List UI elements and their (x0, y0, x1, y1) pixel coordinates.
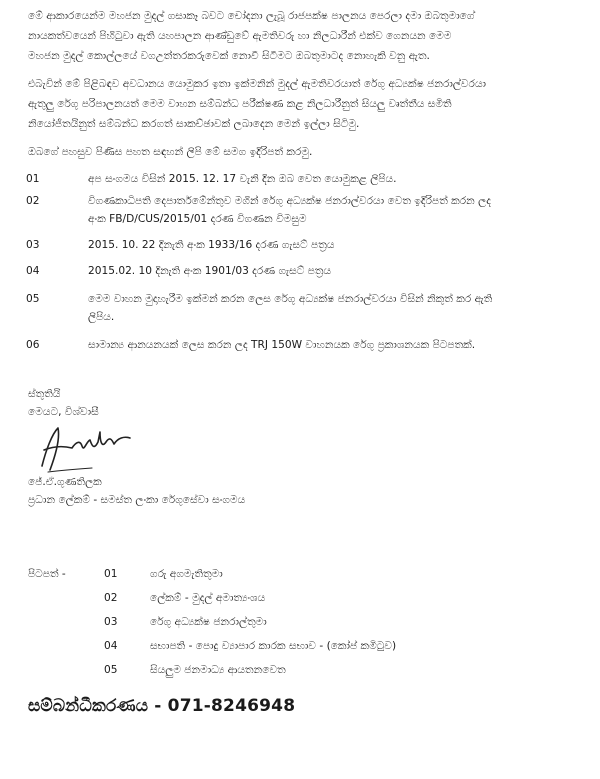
closing-yours: මෙයට, විශ්වාසී (28, 406, 99, 418)
paragraph-line: ඇතුලු රේගු පරිපාලනයත් මෙම වාහන සම්බන්ධ පරීක්ෂණ කළ නිලධාරීනුත් සියලු වෘත්තීය සමිති (28, 98, 452, 110)
paragraph-intro-2 (28, 74, 576, 134)
paragraph-enclosures-intro: ඔබගේ පහසුව පිණිස පහත සඳහන් ලිපි මේ සමග ඉදිරිපත් කරමු. (28, 146, 313, 158)
item-text: සභාපති - පොදු ව්‍යාපාර කාරක සභාව - (කෝප් කමිටුව) (150, 640, 397, 652)
contact-line: සම්බන්ධීකරණය - 071-8246948 (28, 696, 296, 716)
item-number: 06 (26, 339, 40, 351)
item-number: 02 (104, 592, 118, 604)
paragraph-line: නියෝජිතයිනුත් සම්බන්ධ කරගත් සාකච්ඡාවක් ලබාදෙන මෙන් ඉල්ලා සිටිමු. (28, 118, 360, 130)
item-text (88, 236, 576, 254)
item-number: 04 (104, 640, 118, 652)
copies-label: පිටපත් - (28, 568, 66, 580)
item-text (88, 290, 576, 326)
item-number: 05 (104, 664, 118, 676)
paragraph-intro-1 (28, 6, 576, 66)
item-line: අප සංගමය විසින් 2015. 12. 17 වැනි දින ඔබ වෙත යොමුකළ ලිපිය. (88, 173, 397, 185)
signature-image (34, 420, 154, 476)
item-line: 2015. 10. 22 දිනැති අංක 1933/16 දරණ ගැසට් පත්‍රය (88, 239, 335, 251)
paragraph-line: එබැවින් මේ පිළිබඳව අවධානය යොමුකර ඉතා ඉක්මනින් මුදල් ඇමතිවරයාත් රේගු අධ්‍යක්ෂ ජනරාල්වරයා (28, 78, 487, 90)
item-number: 05 (26, 293, 40, 305)
item-text (88, 192, 576, 228)
signer-title: ප්‍රධාන ලේකම් - සමස්ත ලංකා රේගුසේවා සංගමය (28, 494, 246, 506)
paragraph-line: මේ ආකාරයෙන්ම මහජන මුදල් ගසාකෑ බවට චෝදනා ලැබූ රාජපක්ෂ පාලනය පෙරලා දමා ඔබතුමාගේ (28, 10, 475, 22)
item-text (88, 170, 576, 188)
item-text (88, 262, 576, 280)
item-number: 01 (26, 173, 40, 185)
item-text: ගරු අගමැතිතුමා (150, 568, 223, 580)
item-number: 03 (26, 239, 40, 251)
paragraph-line: මහජන මුදල් කොල්ලයේ වගඋත්තරකරුවෙක් නොවී සිටීමට ඔබතුමාටද නොහැකි වනු ඇත. (28, 50, 430, 62)
item-line: විගණකාධිපති දෙපාර්තමේන්තුව මගින් රේගු අධ්‍යක්ෂ ජනරාල්වරයා වෙත ඉදිරිපත් කරන ලද (88, 195, 491, 207)
item-text: රේගු අධ්‍යක්ෂ ජනරාල්තුමා (150, 616, 267, 628)
closing-thanks: ස්තුතියි (28, 388, 61, 400)
signer-name: ජේ.ඒ.ගුණතිලක (28, 476, 102, 488)
item-text (88, 336, 576, 354)
item-text: ලේකම් - මුදල් අමාත්‍යංශය (150, 592, 266, 604)
item-line: අංක FB/D/CUS/2015/01 දරණ විගණන විමසුම (88, 213, 307, 225)
paragraph-line: නායකත්වයෙන් පිහිටුවා ඇති යහපාලන ආණ්ඩුවේ ඇමතිවරු හා නිලධාරීන් එක්ව ගෙනයන මෙම (28, 30, 452, 42)
item-number: 03 (104, 616, 118, 628)
item-number: 04 (26, 265, 40, 277)
item-line: ලිපිය. (88, 311, 115, 323)
item-text: සියලුම ජනමාධ්‍ය ආයතනවෙත (150, 664, 286, 676)
item-number: 01 (104, 568, 118, 580)
item-line: සාමාන්‍ය ආනයනයක් ලෙස කරන ලද TRJ 150W වාහනයක රේගු ප්‍රකාශනයක පිටපතක්. (88, 339, 476, 351)
item-line: 2015.02. 10 දිනැති අංක 1901/03 දරණ ගැසට් පත්‍රය (88, 265, 332, 277)
item-line: මෙම වාහන මුදාහැරීම ඉක්මන් කරන ලෙස රේගු අධ්‍යක්ෂ ජනරාල්වරයා විසින් නිකුත් කර ඇති (88, 293, 493, 305)
item-number: 02 (26, 195, 40, 207)
